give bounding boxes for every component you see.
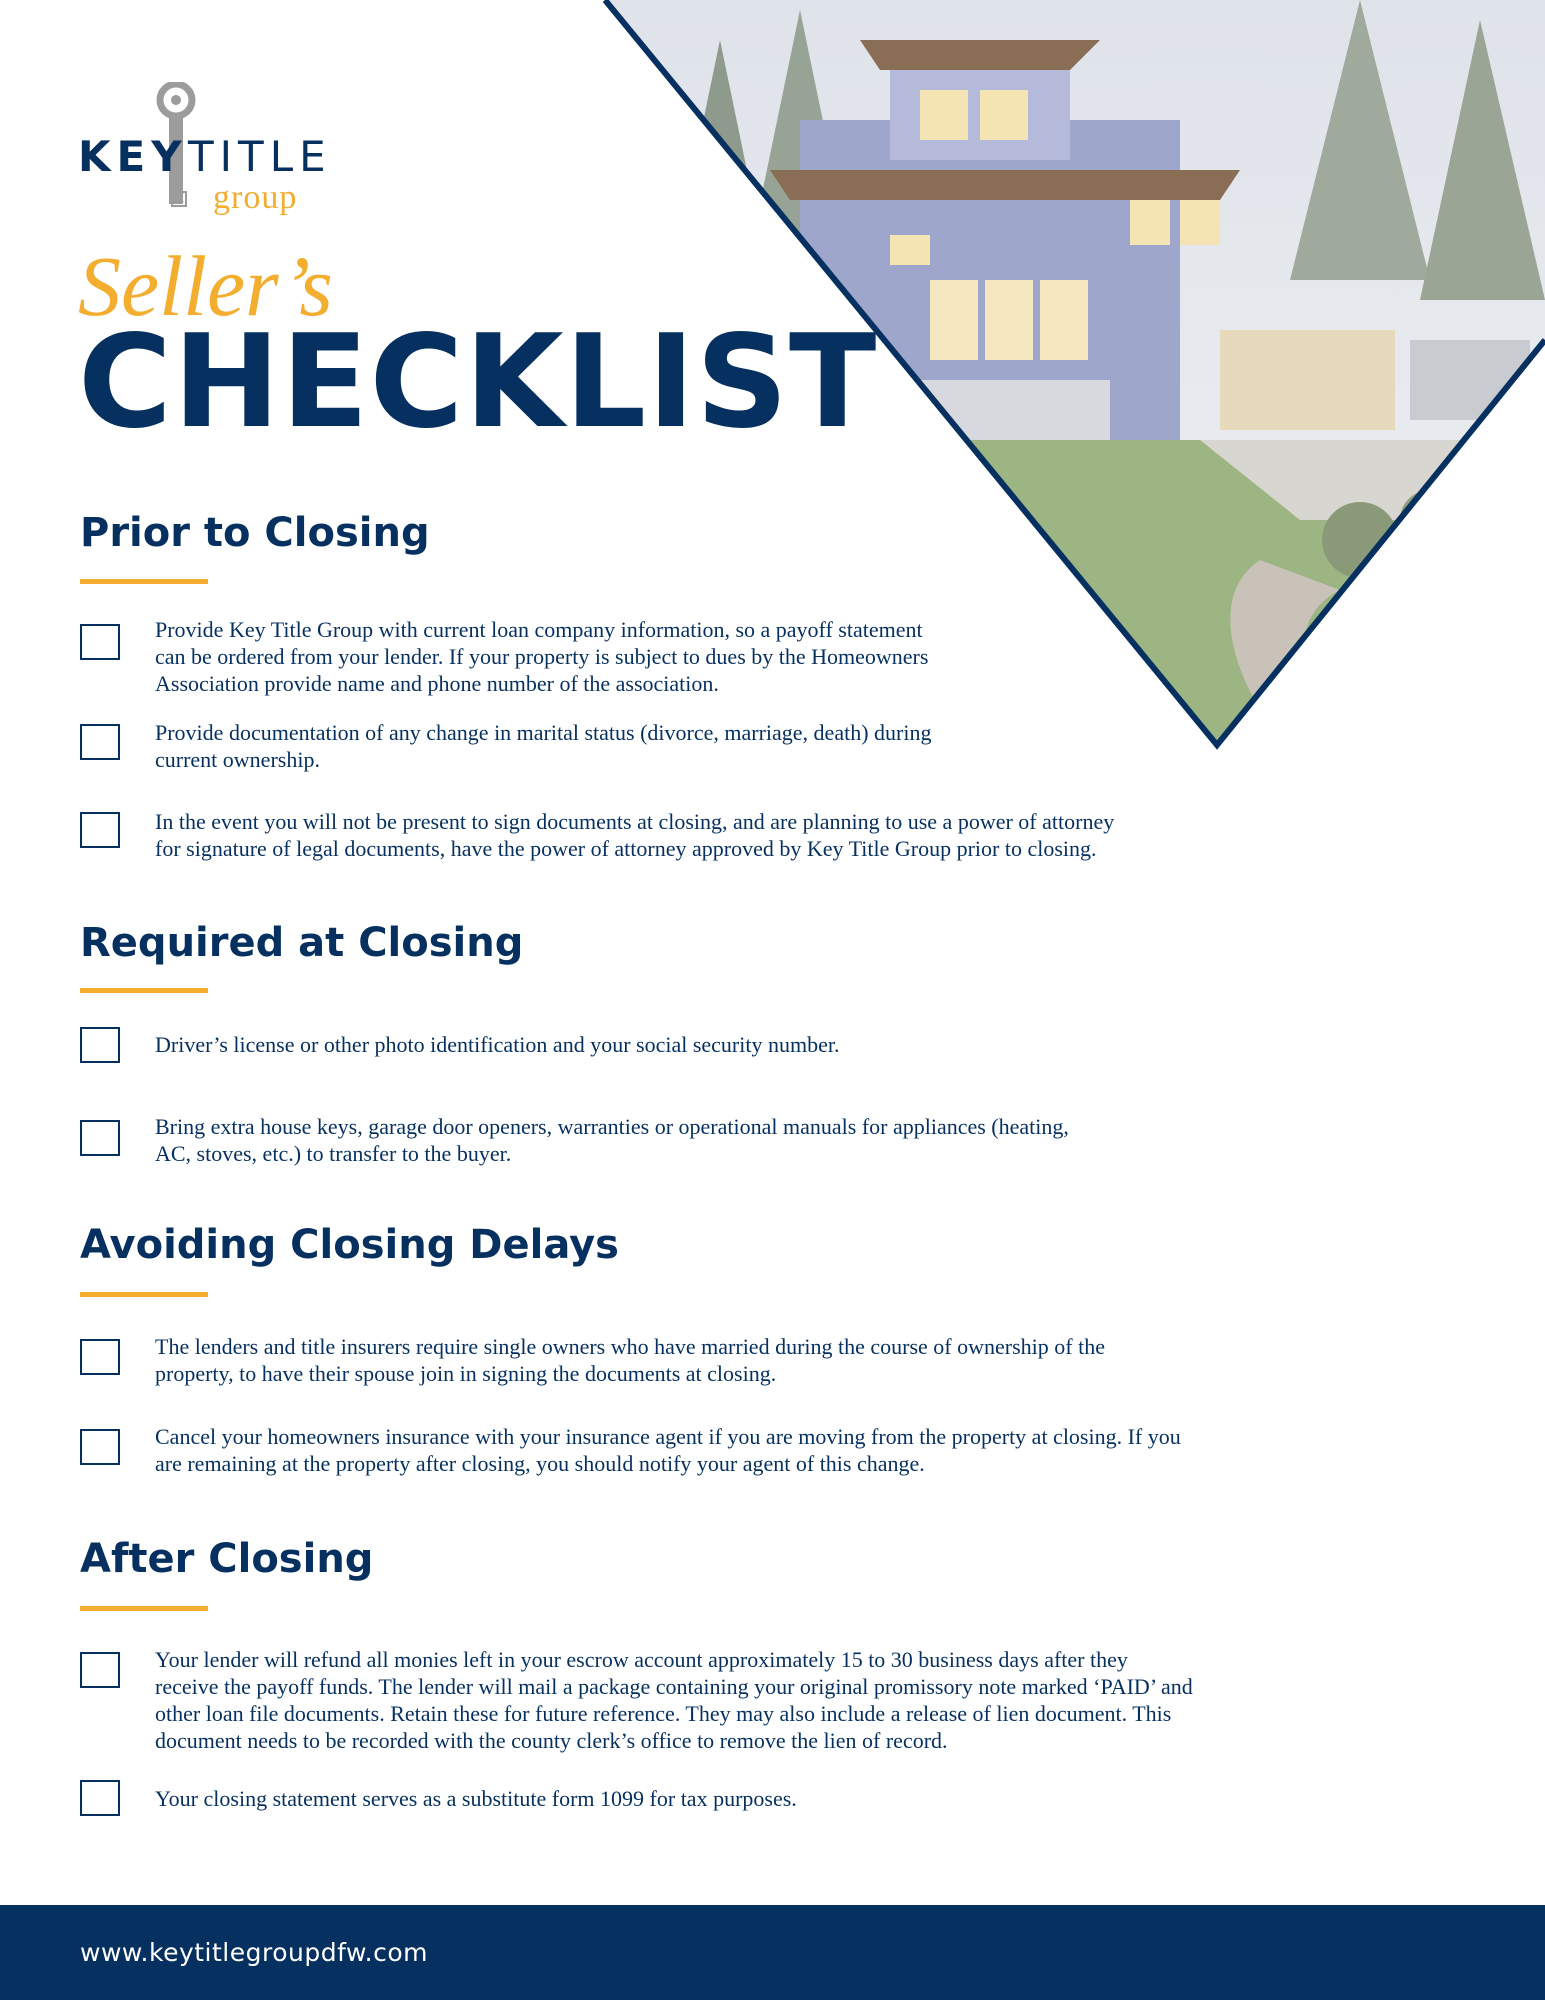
logo-word-key: KEY xyxy=(78,132,188,181)
page-title: CHECKLIST xyxy=(78,308,878,457)
section-underline xyxy=(80,579,208,584)
checkbox-delays-1[interactable] xyxy=(80,1339,120,1375)
section-title-avoiding-delays: Avoiding Closing Delays xyxy=(80,1222,619,1268)
section-title-after-closing: After Closing xyxy=(80,1536,374,1582)
section-underline xyxy=(80,1606,208,1611)
item-delays-2: Cancel your homeowners insurance with your insurance agent if you are moving from the property at closing. If you are remaining at the property after closing, you should notify your agent of this change. xyxy=(155,1424,1181,1476)
sellers-subtitle: Seller’s xyxy=(78,238,333,334)
checkbox-delays-2[interactable] xyxy=(80,1429,120,1465)
section-underline xyxy=(80,1292,208,1297)
checkbox-after-2[interactable] xyxy=(80,1780,120,1816)
checkbox-prior-2[interactable] xyxy=(80,724,120,760)
checkbox-prior-1[interactable] xyxy=(80,624,120,660)
item-required-2: Bring extra house keys, garage door openers, warranties or operational manuals for appliances (heating, AC, stoves, etc.) to transfer to the buyer. xyxy=(155,1114,1069,1166)
logo-word-title: TITLE xyxy=(188,132,332,181)
checkbox-required-1[interactable] xyxy=(80,1027,120,1063)
item-delays-1: The lenders and title insurers require single owners who have married during the course of ownership of the property, to have their spouse join in signing the documents at closing. xyxy=(155,1334,1105,1386)
item-prior-1: Provide Key Title Group with current loan company information, so a payoff statement can be ordered from your lender. If your property is subject to dues by the Homeowners Association provide name and phone number of the association. xyxy=(155,617,929,696)
section-underline xyxy=(80,988,208,993)
checkbox-prior-3[interactable] xyxy=(80,812,120,848)
item-after-1: Your lender will refund all monies left in your escrow account approximately 15 to 30 business days after they receive the payoff funds. The lender will mail a package containing your original promissory note marked ‘PAID’ and other loan file documents. Retain these for future reference. They may also include a release of lien document. This document needs to be recorded with the county clerk’s office to remove the lien of record. xyxy=(155,1647,1193,1753)
logo-monogram: K xyxy=(176,191,184,205)
checkbox-required-2[interactable] xyxy=(80,1120,120,1156)
footer-bar xyxy=(0,1905,1545,2000)
section-title-required-at-closing: Required at Closing xyxy=(80,920,524,966)
website-link[interactable]: www.keytitlegroupdfw.com xyxy=(80,1938,428,1967)
item-prior-2: Provide documentation of any change in marital status (divorce, marriage, death) during current ownership. xyxy=(155,720,932,772)
checkbox-after-1[interactable] xyxy=(80,1652,120,1688)
section-title-prior-to-closing: Prior to Closing xyxy=(80,510,430,556)
item-prior-3: In the event you will not be present to sign documents at closing, and are planning to use a power of attorney for signature of legal documents, have the power of attorney approved by Key Title Group prior to closing. xyxy=(155,809,1115,861)
company-logo xyxy=(78,82,332,216)
item-after-2: Your closing statement serves as a substitute form 1099 for tax purposes. xyxy=(155,1786,797,1811)
item-required-1: Driver’s license or other photo identification and your social security number. xyxy=(155,1032,840,1057)
logo-word-group: group xyxy=(213,179,298,216)
